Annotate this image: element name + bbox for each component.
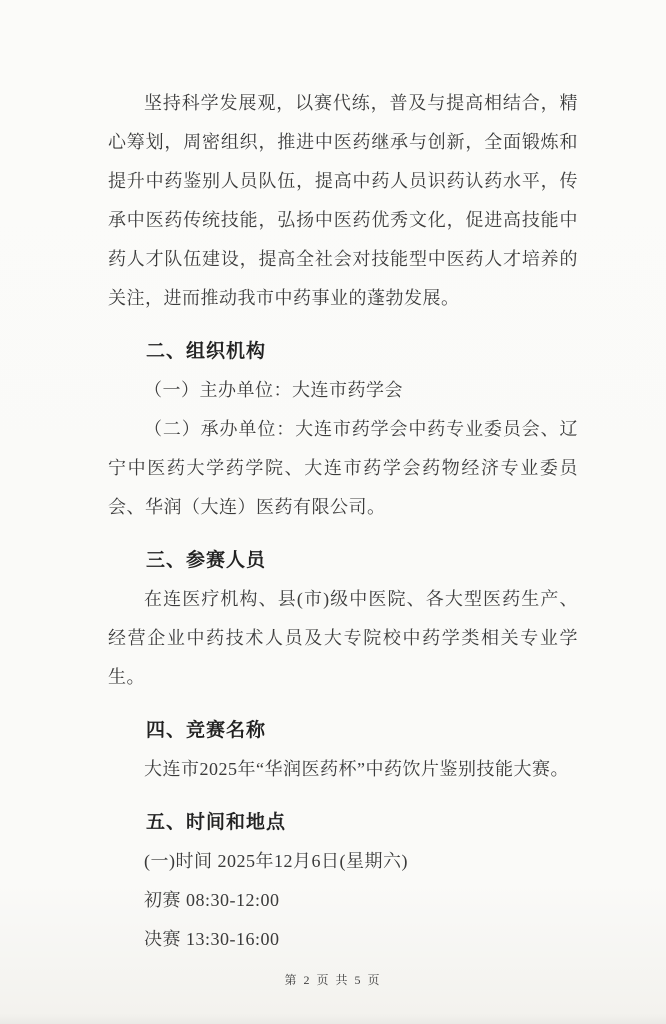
section-heading-time-place: 五、时间和地点 xyxy=(146,812,287,833)
organization-host-item: （一）主办单位：大连市药学会 xyxy=(144,380,403,400)
participants-paragraph: 在连医疗机构、县(市)级中医院、各大型医药生产、经营企业中药技术人员及大专院校中药学类相关专业学生。 xyxy=(108,589,578,687)
final-round-line: 决赛 13:30-16:00 xyxy=(144,929,280,949)
organization-organizer-item: （二）承办单位：大连市药学会中药专业委员会、辽宁中医药大学药学院、大连市药学会药物经济专业委员会、华润（大连）医药有限公司。 xyxy=(108,419,578,517)
time-date-line: (一)时间 2025年12月6日(星期六) xyxy=(144,851,408,871)
document-body xyxy=(108,84,578,959)
section-heading-competition-name: 四、竞赛名称 xyxy=(146,720,267,741)
competition-name-paragraph: 大连市2025年“华润医药杯”中药饮片鉴别技能大赛。 xyxy=(144,759,569,779)
page-number-footer: 第 2 页 共 5 页 xyxy=(284,973,382,987)
section-heading-organization: 二、组织机构 xyxy=(146,341,267,362)
intro-paragraph: 坚持科学发展观，以赛代练，普及与提高相结合，精心筹划，周密组织，推进中医药继承与创新，全面锻炼和提升中药鉴别人员队伍，提高中药人员识药认药水平，传承中医药传统技能，弘扬中医药优秀文化，促进高技能中药人才队伍建设，提高全社会对技能型中医药人才培养的关注，进而推动我市中药事业的蓬勃发展。 xyxy=(108,93,578,308)
section-heading-participants: 三、参赛人员 xyxy=(146,550,267,571)
preliminary-round-line: 初赛 08:30-12:00 xyxy=(144,890,280,910)
